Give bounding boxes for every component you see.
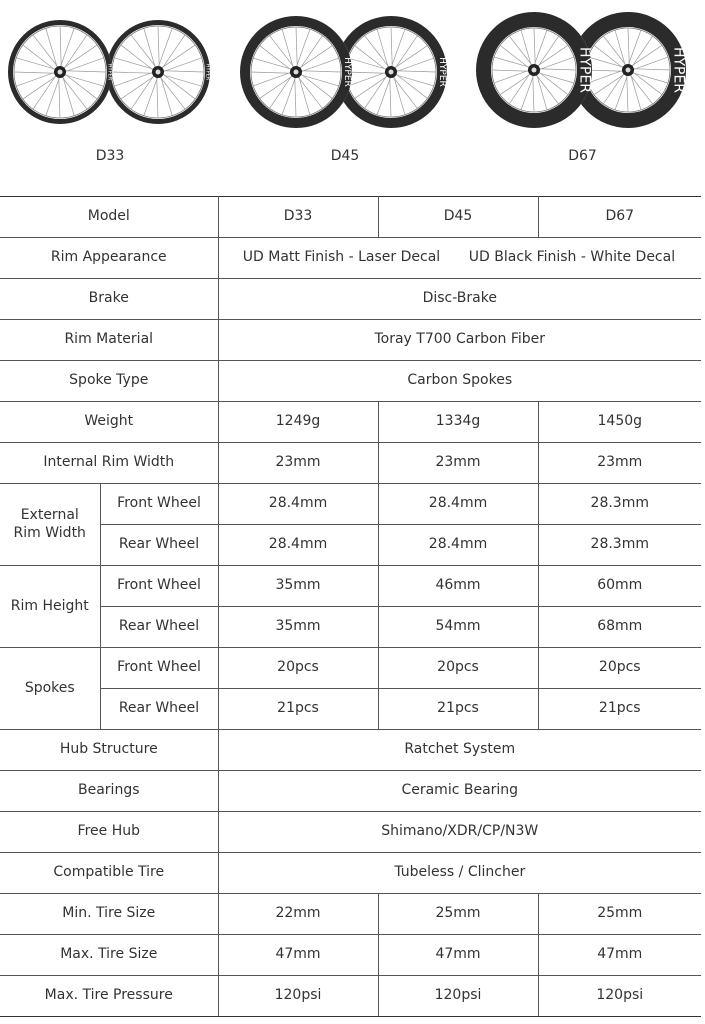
group-label: Spokes (0, 648, 100, 730)
cell-d45: 1334g (378, 402, 538, 443)
table-row-max-tire-size (0, 935, 701, 976)
row-label: Max. Tire Size (0, 935, 218, 976)
table-row-external-rim-width-front (0, 484, 701, 525)
cell-d33: 28.4mm (218, 484, 378, 525)
table-row-max-tire-pressure (0, 976, 701, 1017)
wheel (8, 20, 113, 124)
row-label: Rim Material (0, 320, 218, 361)
brand-logo: HYPER (576, 46, 593, 94)
cell-d45: 28.4mm (378, 484, 538, 525)
sub-label: Front Wheel (100, 566, 218, 607)
row-label: Internal Rim Width (0, 443, 218, 484)
cell-d45: 46mm (378, 566, 538, 607)
table-row-rim-height-rear (0, 607, 701, 648)
brand-logo: HYPER (106, 63, 113, 81)
product-label: D67 (568, 148, 597, 164)
product-label: D33 (95, 148, 125, 164)
group-label: Rim Height (0, 566, 100, 648)
row-value: Shimano/XDR/CP/N3W (218, 812, 701, 853)
cell-d67: 21pcs (538, 689, 701, 730)
cell-d67: 68mm (538, 607, 701, 648)
row-value: Carbon Spokes (218, 361, 701, 402)
row-label: Max. Tire Pressure (0, 976, 218, 1017)
rim-appearance-d33: UD Matt Finish - Laser Decal (242, 249, 441, 266)
table-row-rim-material (0, 320, 701, 361)
table-row-external-rim-width-rear (0, 525, 701, 566)
brand-logo: HYPER (342, 57, 352, 87)
row-label: Brake (0, 279, 218, 320)
cell-d33: 1249g (218, 402, 378, 443)
cell-d67: 47mm (538, 935, 701, 976)
row-value: Toray T700 Carbon Fiber (218, 320, 701, 361)
product-d45 (235, 0, 455, 180)
row-value: Ceramic Bearing (218, 771, 701, 812)
table-row-spokes-front (0, 648, 701, 689)
cell-d67: 25mm (538, 894, 701, 935)
sub-label: Rear Wheel (100, 607, 218, 648)
table-row-hub-structure (0, 730, 701, 771)
row-value: Tubeless / Clincher (218, 853, 701, 894)
wheel-pair-image (470, 0, 695, 140)
row-label: Weight (0, 402, 218, 443)
table-row-spokes-rear (0, 689, 701, 730)
table-row-free-hub (0, 812, 701, 853)
row-value: Ratchet System (218, 730, 701, 771)
column-header-d33: D33 (218, 197, 378, 238)
cell-d45: 120psi (378, 976, 538, 1017)
table-row-spoke-type (0, 361, 701, 402)
row-label: Free Hub (0, 812, 218, 853)
cell-d67: 23mm (538, 443, 701, 484)
cell-d33: 28.4mm (218, 525, 378, 566)
row-label: Rim Appearance (0, 238, 218, 279)
row-label: Spoke Type (0, 361, 218, 402)
cell-d45: 25mm (378, 894, 538, 935)
wheel (106, 20, 211, 124)
sub-label: Front Wheel (100, 484, 218, 525)
cell-d45: 47mm (378, 935, 538, 976)
row-label: Bearings (0, 771, 218, 812)
cell-d67: 120psi (538, 976, 701, 1017)
cell-d67: 28.3mm (538, 484, 701, 525)
cell-d33: 23mm (218, 443, 378, 484)
table-row-weight (0, 402, 701, 443)
cell-d45: 54mm (378, 607, 538, 648)
sub-label: Rear Wheel (100, 689, 218, 730)
wheel-pair-image (0, 0, 220, 140)
brand-logo: HYPER (437, 57, 447, 87)
row-label: Hub Structure (0, 730, 218, 771)
table-row-rim-height-front (0, 566, 701, 607)
product-d33 (0, 0, 220, 180)
product-images (0, 0, 705, 190)
cell-d45: 20pcs (378, 648, 538, 689)
group-label: External Rim Width (0, 484, 100, 566)
cell-d33: 35mm (218, 566, 378, 607)
sub-label: Rear Wheel (100, 525, 218, 566)
cell-d45: 28.4mm (378, 525, 538, 566)
spec-table (0, 196, 701, 1017)
cell-d67: 60mm (538, 566, 701, 607)
brand-logo: HYPER (204, 63, 211, 81)
row-value: Disc-Brake (218, 279, 701, 320)
row-label: Min. Tire Size (0, 894, 218, 935)
table-row-compatible-tire (0, 853, 701, 894)
wheel (240, 16, 352, 128)
table-row-model (0, 197, 701, 238)
column-header-d45: D45 (378, 197, 538, 238)
brand-logo: HYPER (670, 46, 687, 94)
table-row-min-tire-size (0, 894, 701, 935)
table-row-bearings (0, 771, 701, 812)
cell-d67: 20pcs (538, 648, 701, 689)
wheel (476, 12, 593, 128)
cell-d33: 120psi (218, 976, 378, 1017)
rim-appearance-d45-d67: UD Black Finish - White Decal (468, 249, 676, 266)
column-header-d67: D67 (538, 197, 701, 238)
cell-d45: 23mm (378, 443, 538, 484)
cell-d67: 28.3mm (538, 525, 701, 566)
table-row-brake (0, 279, 701, 320)
table-row-internal-rim-width (0, 443, 701, 484)
product-d67 (470, 0, 695, 180)
cell-d33: 47mm (218, 935, 378, 976)
cell-d33: 35mm (218, 607, 378, 648)
sub-label: Front Wheel (100, 648, 218, 689)
rim-appearance-cell (218, 238, 701, 279)
cell-d33: 22mm (218, 894, 378, 935)
row-label: Model (0, 197, 218, 238)
table-row-rim-appearance (0, 238, 701, 279)
cell-d33: 21pcs (218, 689, 378, 730)
cell-d67: 1450g (538, 402, 701, 443)
cell-d33: 20pcs (218, 648, 378, 689)
row-label: Compatible Tire (0, 853, 218, 894)
cell-d45: 21pcs (378, 689, 538, 730)
product-label: D45 (330, 148, 360, 164)
wheel-pair-image (235, 0, 455, 140)
